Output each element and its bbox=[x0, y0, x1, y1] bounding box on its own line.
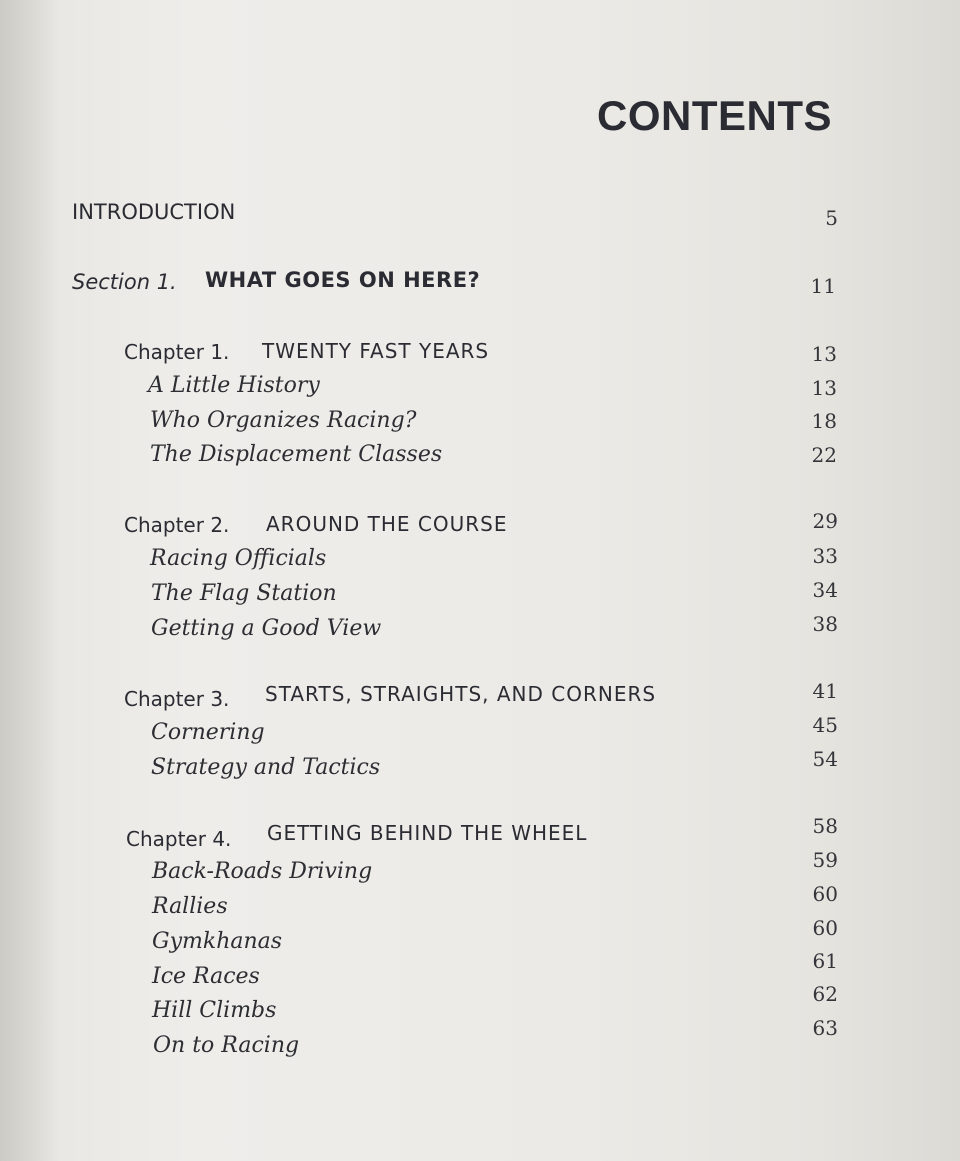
chapter-1-entry-2-page: 18 bbox=[811, 409, 837, 433]
chapter-2-entry-3-title: Getting a Good View bbox=[151, 616, 382, 641]
chapter-1-entry-3-page: 22 bbox=[811, 443, 837, 467]
chapter-3-entry-2-page: 54 bbox=[812, 747, 838, 771]
chapter-4-entry-6-page: 63 bbox=[812, 1016, 838, 1040]
chapter-1-title: TWENTY FAST YEARS bbox=[262, 339, 490, 363]
chapter-4-label: Chapter 4. bbox=[126, 827, 232, 851]
page-gutter-shadow bbox=[0, 0, 60, 1161]
chapter-3-title: STARTS, STRAIGHTS, AND CORNERS bbox=[265, 682, 657, 706]
chapter-4-entry-2-title: Rallies bbox=[152, 894, 228, 919]
chapter-4-entry-1-page: 59 bbox=[812, 848, 838, 872]
introduction-label: INTRODUCTION bbox=[72, 200, 236, 224]
chapter-3-page-number: 41 bbox=[812, 679, 838, 703]
chapter-2-title: AROUND THE COURSE bbox=[266, 512, 508, 536]
section-label: Section 1. bbox=[72, 270, 177, 294]
chapter-1-entry-3-title: The Displacement Classes bbox=[150, 442, 443, 467]
chapter-3-label: Chapter 3. bbox=[124, 687, 230, 711]
section-title: WHAT GOES ON HERE? bbox=[205, 268, 481, 292]
chapter-4-entry-6-title: On to Racing bbox=[153, 1033, 300, 1058]
chapter-3-entry-2-title: Strategy and Tactics bbox=[151, 755, 381, 780]
chapter-4-entry-2-page: 60 bbox=[812, 882, 838, 906]
chapter-1-entry-1-page: 13 bbox=[811, 376, 837, 400]
chapter-4-page-number: 58 bbox=[812, 814, 838, 838]
chapter-1-page-number: 13 bbox=[811, 342, 837, 366]
section-page-number: 11 bbox=[810, 274, 836, 298]
chapter-4-entry-4-title: Ice Races bbox=[152, 964, 260, 989]
chapter-4-entry-1-title: Back-Roads Driving bbox=[152, 859, 373, 884]
chapter-2-label: Chapter 2. bbox=[124, 513, 230, 537]
chapter-4-entry-4-page: 61 bbox=[812, 949, 838, 973]
chapter-4-entry-5-title: Hill Climbs bbox=[152, 998, 277, 1023]
chapter-4-entry-3-title: Gymkhanas bbox=[152, 929, 283, 954]
chapter-4-entry-5-page: 62 bbox=[812, 982, 838, 1006]
chapter-3-entry-1-page: 45 bbox=[812, 713, 838, 737]
chapter-2-entry-1-title: Racing Officials bbox=[150, 546, 327, 571]
chapter-2-entry-2-page: 34 bbox=[812, 578, 838, 602]
page-title: CONTENTS bbox=[597, 92, 832, 139]
chapter-4-title: GETTING BEHIND THE WHEEL bbox=[267, 821, 588, 845]
chapter-2-entry-1-page: 33 bbox=[812, 544, 838, 568]
chapter-2-page-number: 29 bbox=[812, 509, 838, 533]
chapter-1-entry-2-title: Who Organizes Racing? bbox=[150, 408, 417, 433]
chapter-1-label: Chapter 1. bbox=[124, 340, 230, 364]
chapter-2-entry-3-page: 38 bbox=[812, 612, 838, 636]
chapter-1-entry-1-title: A Little History bbox=[148, 373, 320, 398]
chapter-3-entry-1-title: Cornering bbox=[151, 720, 265, 745]
chapter-2-entry-2-title: The Flag Station bbox=[151, 581, 337, 606]
chapter-4-entry-3-page: 60 bbox=[812, 916, 838, 940]
introduction-page-number: 5 bbox=[825, 206, 838, 230]
